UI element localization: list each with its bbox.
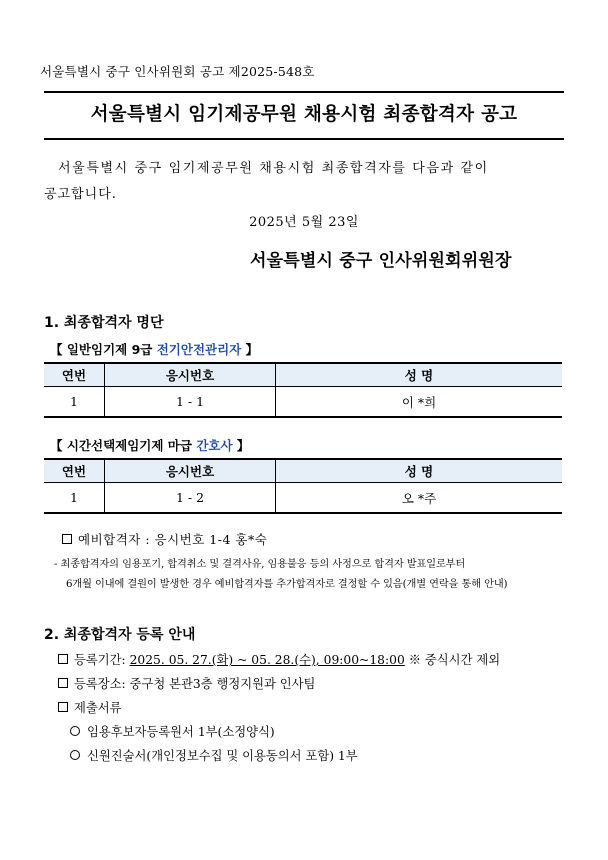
title-bottom-rule <box>44 138 564 140</box>
table-row <box>44 387 562 418</box>
period-note: ※ 중식시간 제외 <box>404 653 501 667</box>
checkbox-square-icon <box>58 654 68 664</box>
list-item <box>58 744 500 768</box>
group-1-position: 전기안전관리자 <box>156 342 242 357</box>
group-1-heading <box>50 340 258 358</box>
col-header-exam-number: 응시번호 <box>105 363 276 387</box>
period-value: 2025. 05. 27.(화) ~ 05. 28.(수), 09:00~18:00 <box>129 653 405 667</box>
intro-line-1: 서울특별시 중구 임기제공무원 채용시험 최종합격자를 다음과 같이 <box>58 161 489 176</box>
section-1-heading: 1. 최종합격자 명단 <box>44 315 164 331</box>
doc-item: 신원진술서(개인정보수집 및 이용동의서 포함) 1부 <box>87 749 358 763</box>
checkbox-square-icon <box>58 702 68 712</box>
place-text: 등록장소: 중구청 본관3층 행정지원과 인사팀 <box>74 677 316 691</box>
table-header-row <box>44 363 562 387</box>
section-2-heading: 2. 최종합격자 등록 안내 <box>44 627 196 643</box>
cell-name: 이 *희 <box>276 387 563 418</box>
circle-bullet-icon <box>70 726 80 736</box>
checkbox-square-icon <box>58 678 68 688</box>
cell-exam-number: 1 - 1 <box>105 387 276 418</box>
table-row <box>44 483 562 514</box>
cell-name: 오 *주 <box>276 483 563 514</box>
period-label: 등록기간: <box>74 653 130 667</box>
docs-label: 제출서류 <box>74 701 122 715</box>
cell-number: 1 <box>44 387 105 418</box>
note-line-2: 6개월 이내에 결원이 발생한 경우 예비합격자를 추가합격자로 결정할 수 있음(개별 연락을 통해 안내) <box>66 579 508 590</box>
col-header-exam-number: 응시번호 <box>105 459 276 483</box>
registration-info <box>58 648 500 768</box>
list-item <box>58 672 500 696</box>
doc-item: 임용후보자등록원서 1부(소정양식) <box>87 725 275 739</box>
list-item <box>58 648 500 672</box>
group-1-prefix: 【 일반임기제 9급 <box>50 342 157 357</box>
reserve-text: 예비합격자 : 응시번호 1-4 홍*숙 <box>78 532 268 547</box>
page-title: 서울특별시 임기제공무원 채용시험 최종합격자 공고 <box>90 104 518 125</box>
group-2-heading <box>50 436 249 454</box>
col-header-name: 성 명 <box>276 459 563 483</box>
intro-line-2: 공고합니다. <box>44 187 117 202</box>
table-header-row <box>44 459 562 483</box>
list-item <box>58 696 500 720</box>
group-2-suffix: 】 <box>232 438 250 453</box>
intro-paragraph <box>44 156 564 208</box>
checkbox-square-icon <box>62 534 72 544</box>
title-top-rule <box>44 91 564 93</box>
reserve-candidate <box>62 530 267 548</box>
col-header-number: 연번 <box>44 459 105 483</box>
list-item <box>58 720 500 744</box>
results-table-2 <box>44 458 562 514</box>
col-header-number: 연번 <box>44 363 105 387</box>
group-1-suffix: 】 <box>241 342 259 357</box>
circle-bullet-icon <box>70 750 80 760</box>
col-header-name: 성 명 <box>276 363 563 387</box>
group-2-prefix: 【 시간선택제임기제 마급 <box>50 438 197 453</box>
cell-number: 1 <box>44 483 105 514</box>
results-table-1 <box>44 362 562 418</box>
group-2-position: 간호사 <box>196 438 233 453</box>
notice-number: 서울특별시 중구 인사위원회 공고 제2025-548호 <box>40 64 315 79</box>
reserve-note <box>54 555 566 595</box>
issuer-name: 서울특별시 중구 인사위원회위원장 <box>250 251 512 271</box>
note-line-1: - 최종합격자의 임용포기, 합격취소 및 결격사유, 임용불응 등의 사정으로 합격자 발표일로부터 <box>54 559 466 570</box>
notice-date: 2025년 5월 23일 <box>249 215 359 230</box>
cell-exam-number: 1 - 2 <box>105 483 276 514</box>
